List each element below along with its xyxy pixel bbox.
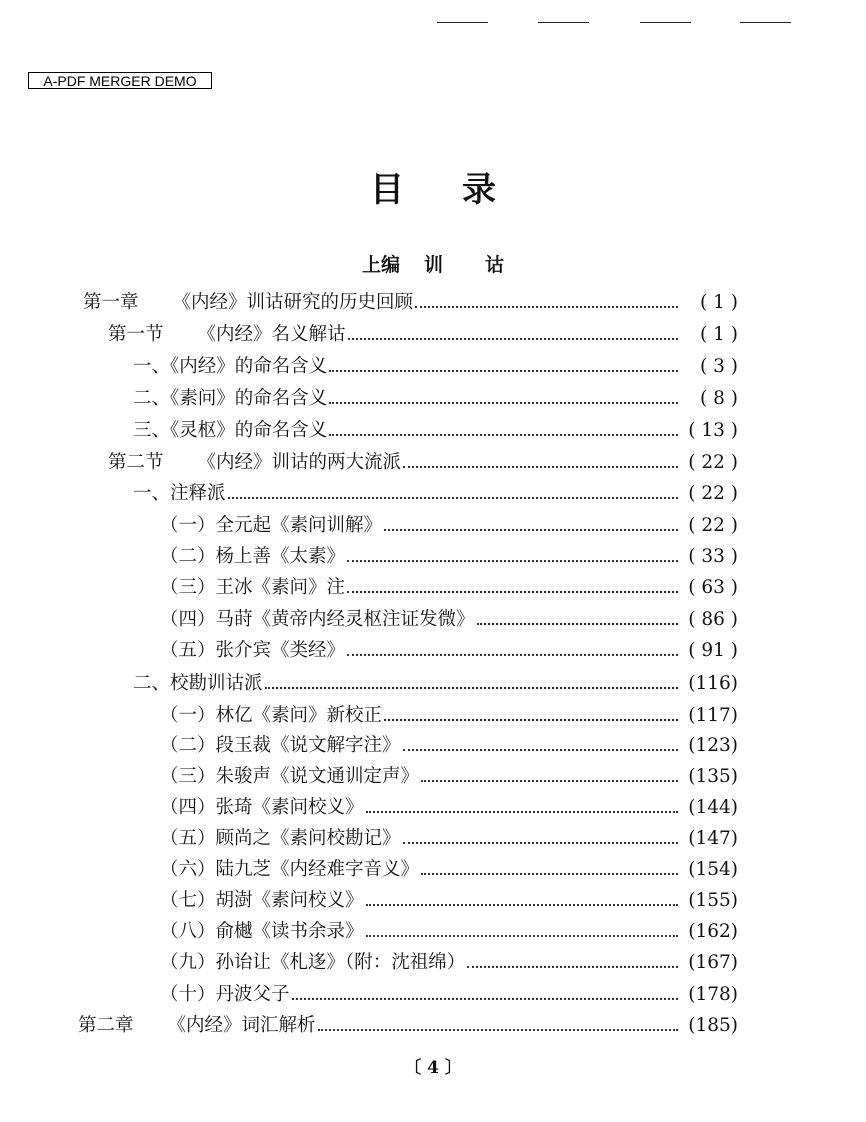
toc-entry-title: （十）丹波父子 [160, 984, 290, 1005]
dot-leader [403, 749, 678, 751]
toc-entry[interactable] [133, 671, 738, 697]
toc-entry-page: (155) [688, 890, 738, 911]
dot-leader [347, 654, 678, 656]
dot-leader [421, 780, 678, 782]
toc-entry[interactable] [108, 322, 738, 348]
toc-entry-label: 第二节 [108, 452, 164, 473]
toc-entry-title: （五）顾尚之《素问校勘记》 [160, 828, 401, 849]
page-number: 〔 4 〕 [404, 1058, 462, 1078]
toc-entry-page: (116) [688, 673, 738, 694]
header-rule [640, 22, 691, 23]
toc-entry[interactable] [160, 857, 738, 883]
toc-entry-title: 《内经》名义解诂 [197, 324, 346, 345]
dot-leader [403, 842, 678, 844]
toc-entry-title: 二、校勘训诂派 [133, 673, 263, 694]
toc-entry-page: (154) [688, 859, 738, 880]
toc-entry[interactable] [160, 703, 738, 729]
toc-entry[interactable] [133, 354, 738, 380]
toc-entry-title: （四）张琦《素问校义》 [160, 797, 364, 818]
toc-entry-title: （一）林亿《素问》新校正 [160, 705, 383, 726]
toc-entry-page: ( 8 ) [700, 388, 738, 409]
toc-entry[interactable] [160, 764, 738, 790]
toc-entry[interactable] [160, 888, 738, 914]
toc-entry-page: (147) [688, 828, 738, 849]
toc-entry-label: 第二章 [78, 1015, 134, 1036]
toc-entry[interactable] [83, 290, 738, 316]
dot-leader [265, 687, 678, 689]
dot-leader [348, 338, 678, 340]
dot-leader [329, 434, 678, 436]
toc-entry[interactable] [160, 733, 738, 759]
toc-entry-title: （二）杨上善《太素》 [160, 546, 346, 567]
toc-entry-page: (178) [688, 984, 738, 1005]
toc-entry[interactable] [160, 826, 738, 852]
toc-entry[interactable] [160, 982, 738, 1008]
part-heading [0, 250, 866, 277]
toc-entry-title: 《内经》训诂研究的历史回顾 [172, 292, 414, 313]
dot-leader [384, 529, 678, 531]
toc-entry-title: 二、《素问》的命名含义 [133, 388, 328, 409]
toc-entry-title: （七）胡澍《素问校义》 [160, 890, 364, 911]
title-char: 录 [462, 170, 554, 210]
dot-leader [366, 935, 678, 937]
header-rule [538, 22, 589, 23]
dot-leader [329, 370, 678, 372]
toc-entry-page: ( 63 ) [688, 577, 738, 598]
dot-leader [477, 623, 678, 625]
toc-entry-title: （六）陆九芝《内经难字音义》 [160, 859, 420, 880]
toc-entry-title: （四）马莳《黄帝内经灵枢注证发微》 [160, 609, 475, 630]
dot-leader [347, 591, 678, 593]
part-word: 诂 [485, 254, 505, 276]
toc-entry-page: (123) [688, 735, 738, 756]
toc-entry-title: 《内经》词汇解析 [167, 1015, 316, 1036]
dot-leader [329, 402, 678, 404]
title-char: 目 [370, 170, 462, 210]
dot-leader [366, 811, 678, 813]
toc-entry-page: (162) [688, 921, 738, 942]
dot-leader [347, 560, 678, 562]
toc-entry-page: ( 1 ) [700, 324, 738, 345]
header-rule [740, 22, 791, 23]
toc-entry-title: （三）朱骏声《说文通训定声》 [160, 766, 420, 787]
part-word: 训 [423, 254, 443, 276]
toc-entry-title: 《内经》训诂的两大流派 [197, 452, 402, 473]
toc-entry-page: (185) [688, 1015, 738, 1036]
toc-entry-page: ( 33 ) [688, 546, 738, 567]
toc-entry-title: （三）王冰《素问》注 [160, 577, 346, 598]
toc-entry-page: (167) [688, 952, 738, 973]
toc-entry[interactable] [160, 513, 738, 539]
toc-entry-title: （二）段玉裁《说文解字注》 [160, 735, 401, 756]
toc-entry[interactable] [160, 575, 738, 601]
toc-entry[interactable] [160, 919, 738, 945]
toc-entry[interactable] [78, 1013, 738, 1039]
toc-entry-page: ( 22 ) [688, 515, 738, 536]
toc-entry-title: （一）全元起《素问训解》 [160, 515, 383, 536]
toc-entry-title: （五）张介宾《类经》 [160, 640, 346, 661]
toc-entry[interactable] [108, 450, 738, 476]
toc-entry-title: （八）俞樾《读书余录》 [160, 921, 364, 942]
toc-entry-label: 第一章 [83, 292, 139, 313]
dot-leader [403, 466, 678, 468]
toc-entry-page: (117) [688, 705, 738, 726]
toc-entry[interactable] [160, 795, 738, 821]
dot-leader [228, 497, 678, 499]
toc-entry[interactable] [160, 607, 738, 633]
toc-entry-page: ( 3 ) [700, 356, 738, 377]
dot-leader [366, 904, 678, 906]
toc-entry[interactable] [133, 481, 738, 507]
toc-entry-label: 第一节 [108, 324, 164, 345]
dot-leader [292, 998, 678, 1000]
dot-leader [318, 1029, 678, 1031]
watermark-label: A-PDF MERGER DEMO [28, 72, 212, 89]
toc-entry-page: ( 86 ) [688, 609, 738, 630]
toc-entry-page: (144) [688, 797, 738, 818]
toc-entry[interactable] [160, 950, 738, 976]
toc-entry-page: (135) [688, 766, 738, 787]
toc-entry-title: 一、《内经》的命名含义 [133, 356, 328, 377]
toc-entry[interactable] [133, 418, 738, 444]
toc-entry[interactable] [160, 544, 738, 570]
toc-entry-title: （九）孙诒让《札迻》（附：沈祖绵） [160, 952, 466, 973]
dot-leader [467, 966, 678, 968]
toc-entry[interactable] [133, 386, 738, 412]
toc-entry-page: ( 91 ) [688, 640, 738, 661]
header-rule [437, 22, 488, 23]
page-title [0, 162, 866, 211]
dot-leader [384, 719, 678, 721]
toc-entry-page: ( 22 ) [688, 483, 738, 504]
dot-leader [421, 873, 678, 875]
dot-leader [415, 306, 678, 308]
toc-entry[interactable] [160, 638, 738, 664]
toc-entry-page: ( 22 ) [688, 452, 738, 473]
toc-entry-title: 一、注释派 [133, 483, 226, 504]
toc-entry-page: ( 13 ) [688, 420, 738, 441]
toc-entry-title: 三、《灵枢》的命名含义 [133, 420, 328, 441]
part-label: 上编 [361, 254, 400, 276]
toc-entry-page: ( 1 ) [700, 292, 738, 313]
